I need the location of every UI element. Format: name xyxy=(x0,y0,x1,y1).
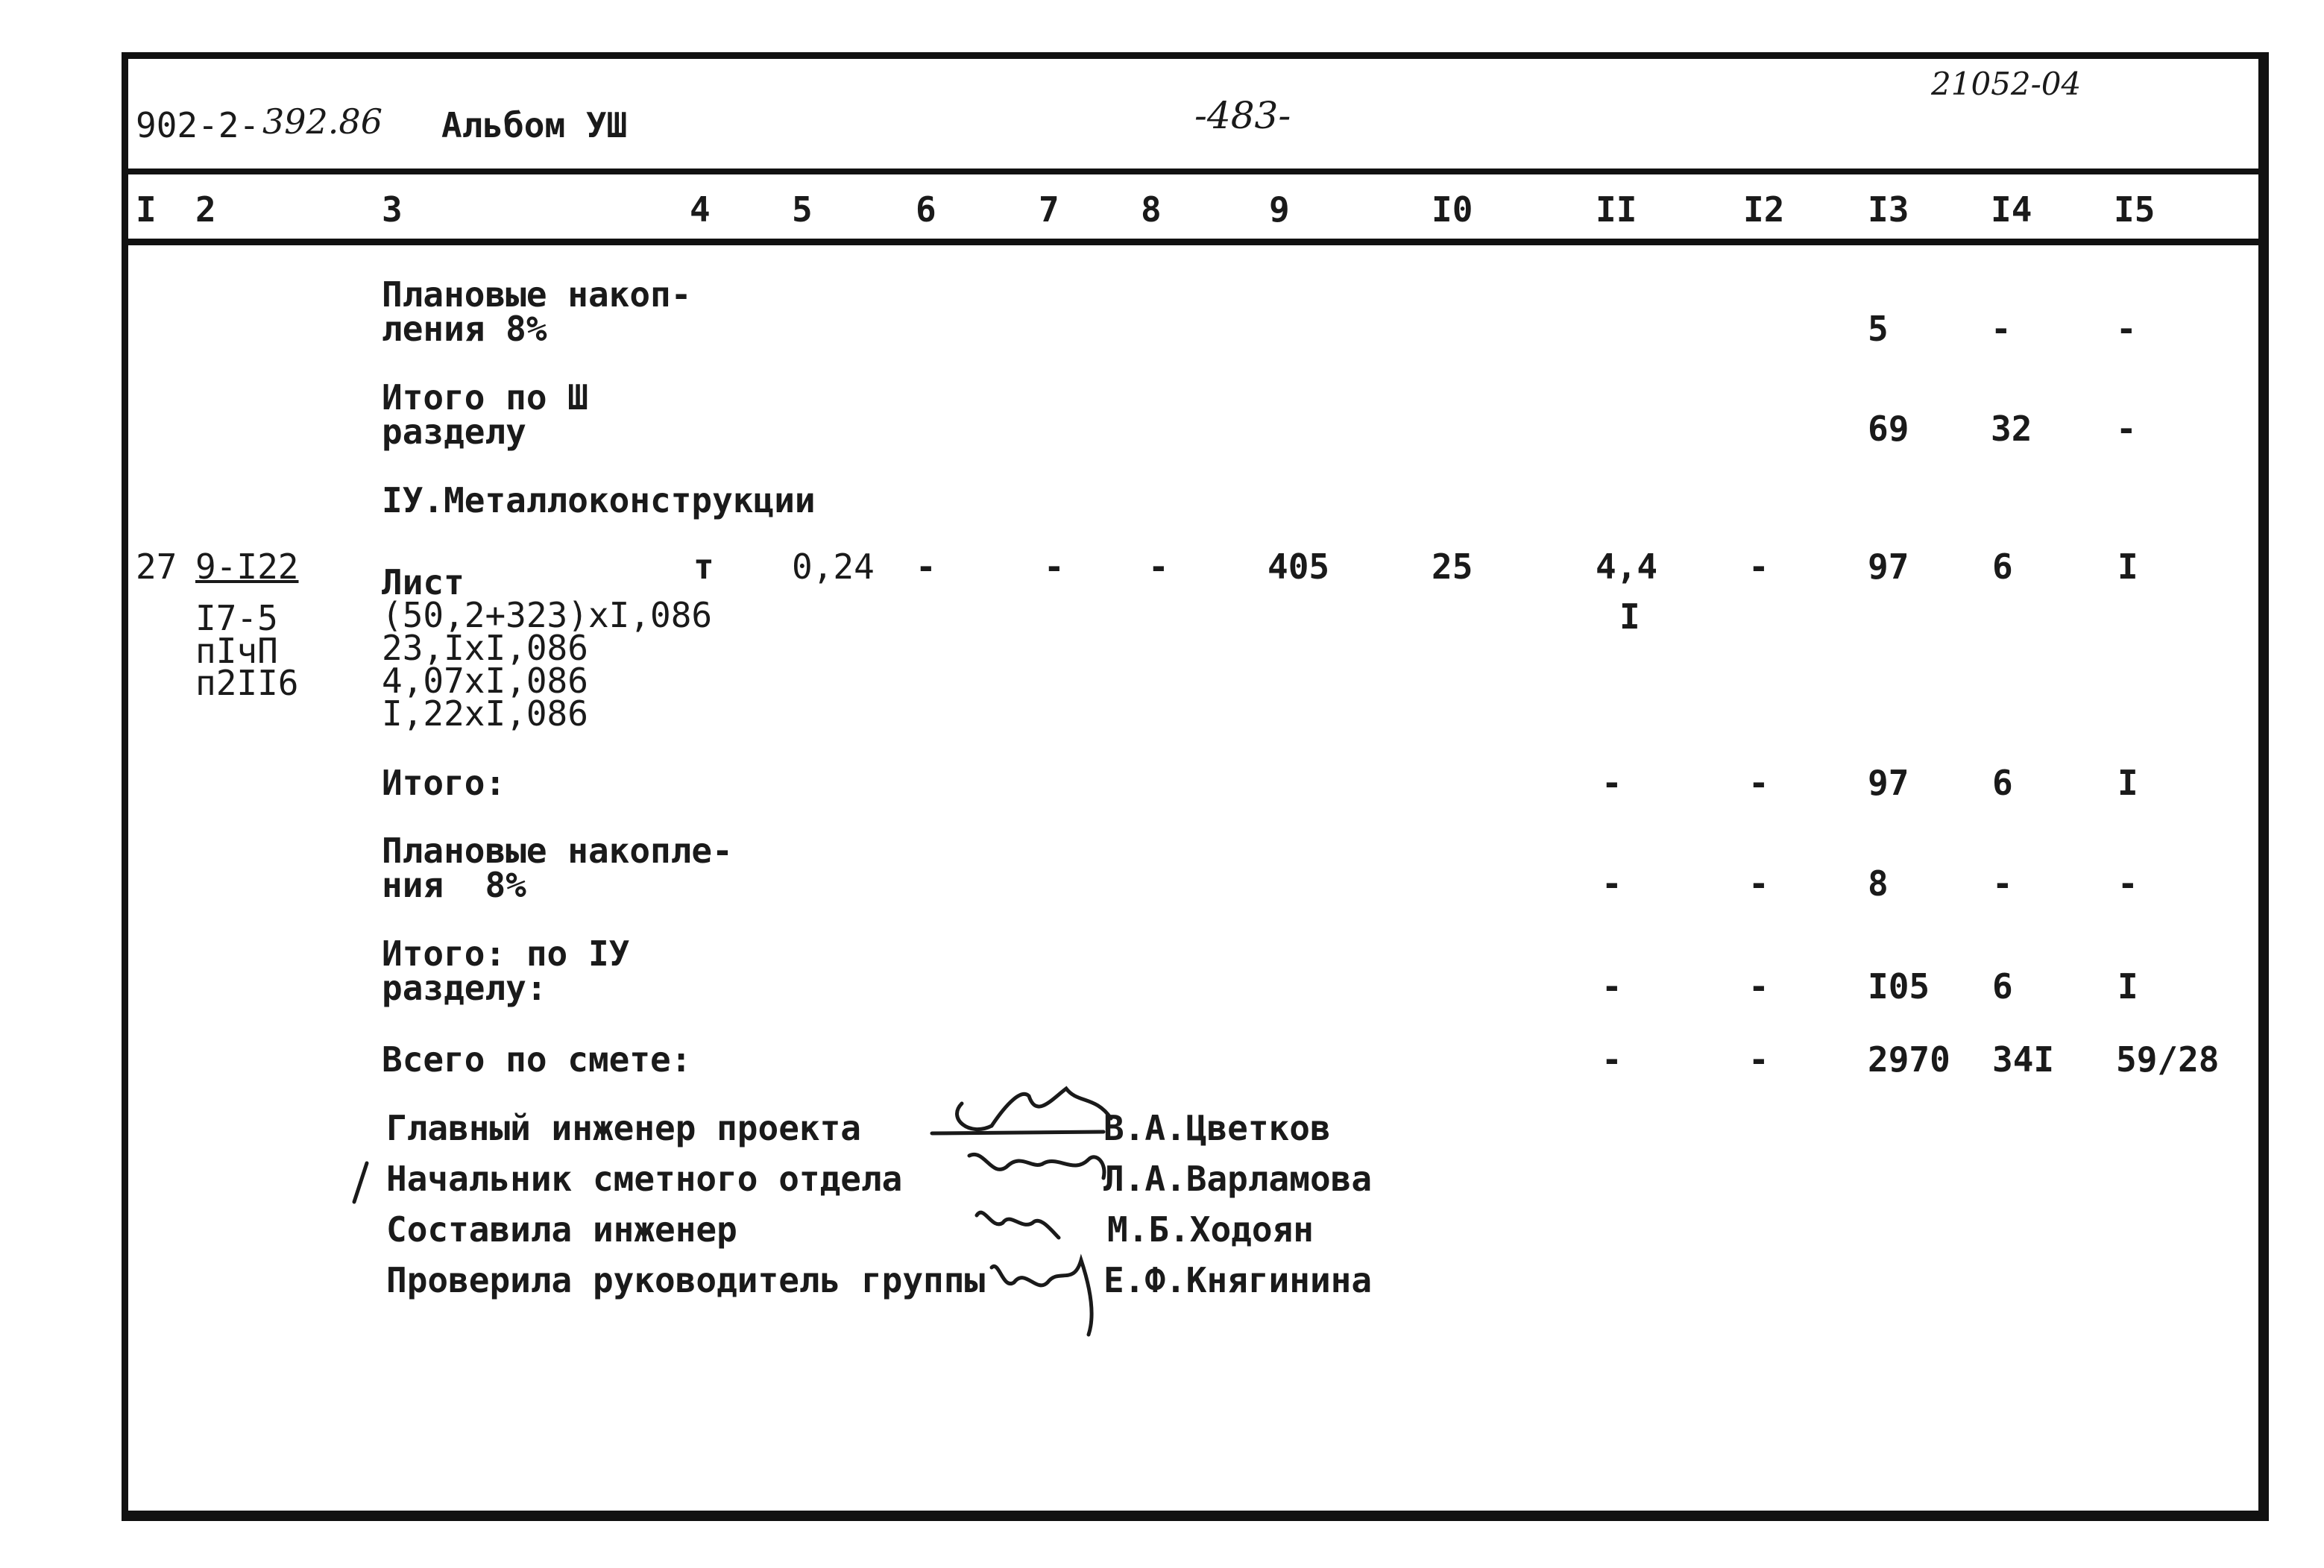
col-9: 9 xyxy=(1269,189,1290,230)
row-planned-3-c13: 5 xyxy=(1868,309,1889,349)
item-27-c12: - xyxy=(1748,547,1769,587)
row-total-4-label-1: Итого: по IУ xyxy=(382,933,630,974)
item-27-code-3: пIчП xyxy=(195,631,278,671)
row-planned-4-label-1: Плановые накопле- xyxy=(382,831,733,871)
row-planned-3-c15: - xyxy=(2116,309,2137,349)
item-27-c7: - xyxy=(1044,547,1065,587)
signature-name-2: Л.А.Варламова xyxy=(1103,1159,1373,1199)
row-total-3-c14: 32 xyxy=(1991,409,2032,449)
row-total-4-c14: 6 xyxy=(1992,966,2013,1007)
col-10: I0 xyxy=(1432,189,1473,230)
item-27-c11-second: I xyxy=(1619,596,1640,637)
item-27-label-5: I,22xI,086 xyxy=(382,693,588,734)
row-total-3-label-1: Итого по Ш xyxy=(382,377,588,418)
item-27-code-1: 9-I22 xyxy=(195,547,299,587)
item-27-c14: 6 xyxy=(1992,547,2013,587)
item-27-label-2: (50,2+323)xI,086 xyxy=(382,595,713,635)
album-title: Альбом УШ xyxy=(441,105,628,145)
margin-slash xyxy=(354,1163,367,1202)
col-5: 5 xyxy=(792,189,813,230)
col-15: I5 xyxy=(2114,189,2155,230)
row-total-4-c15: I xyxy=(2117,966,2138,1007)
col-11: II xyxy=(1596,189,1637,230)
item-27-c9: 405 xyxy=(1268,547,1330,587)
item-27-label-1: Лист xyxy=(382,562,465,602)
doc-code-handwritten: 392.86 xyxy=(262,101,382,142)
item-27-c15: I xyxy=(2117,547,2138,587)
signature-scribble-4 xyxy=(992,1260,1092,1335)
row-total-4-label-2: разделу: xyxy=(382,968,547,1008)
grand-total-c15: 59/28 xyxy=(2116,1039,2220,1080)
row-planned-3-label-1: Плановые накоп- xyxy=(382,274,692,315)
row-planned-4-c12: - xyxy=(1748,863,1769,904)
signature-scribble-1 xyxy=(932,1089,1111,1133)
col-12: I2 xyxy=(1743,189,1785,230)
row-planned-4-c14: - xyxy=(1992,863,2013,904)
item-27-unit: т xyxy=(693,547,714,587)
row-planned-4-label-2: ния 8% xyxy=(382,865,526,905)
subtotal-c14: 6 xyxy=(1992,763,2013,803)
row-total-3-c13: 69 xyxy=(1868,409,1909,449)
item-27-c13: 97 xyxy=(1868,547,1909,587)
grand-total-label: Всего по смете: xyxy=(382,1039,692,1080)
signature-role-1: Главный инженер проекта xyxy=(386,1108,861,1148)
col-3: 3 xyxy=(382,189,403,230)
item-27-number: 27 xyxy=(136,547,177,587)
row-total-4-c12: - xyxy=(1748,966,1769,1007)
subtotal-c13: 97 xyxy=(1868,763,1909,803)
subtotal-label: Итого: xyxy=(382,763,506,803)
grand-total-c13: 2970 xyxy=(1868,1039,1950,1080)
subtotal-c12: - xyxy=(1748,763,1769,803)
row-total-4-c11: - xyxy=(1602,966,1622,1007)
signature-role-4: Проверила руководитель группы xyxy=(386,1260,986,1300)
signature-scribble-2 xyxy=(969,1154,1104,1178)
item-27-code-4: п2II6 xyxy=(195,663,299,703)
col-2: 2 xyxy=(195,189,216,230)
row-planned-4-c15: - xyxy=(2117,863,2138,904)
row-planned-4-c11: - xyxy=(1602,863,1622,904)
signature-role-3: Составила инженер xyxy=(386,1209,737,1250)
signature-name-1: В.А.Цветков xyxy=(1103,1108,1331,1148)
signature-scribble-3 xyxy=(977,1212,1059,1238)
row-planned-3-c14: - xyxy=(1991,309,2012,349)
item-27-c8: - xyxy=(1148,547,1169,587)
grand-total-c11: - xyxy=(1602,1039,1622,1080)
item-27-c11: 4,4 xyxy=(1596,547,1658,587)
col-1: I xyxy=(136,189,157,230)
row-total-3-c15: - xyxy=(2116,409,2137,449)
item-27-label-3: 23,IxI,086 xyxy=(382,628,588,668)
row-planned-4-c13: 8 xyxy=(1868,863,1889,904)
item-27-c10: 25 xyxy=(1432,547,1473,587)
col-7: 7 xyxy=(1039,189,1059,230)
grand-total-c12: - xyxy=(1748,1039,1769,1080)
signature-name-3: М.Б.Ходоян xyxy=(1107,1209,1314,1250)
item-27-c5: 0,24 xyxy=(792,547,875,587)
col-13: I3 xyxy=(1868,189,1909,230)
section-4-heading: IУ.Металлоконструкции xyxy=(382,480,816,520)
col-6: 6 xyxy=(916,189,936,230)
item-27-label-4: 4,07xI,086 xyxy=(382,661,588,701)
col-8: 8 xyxy=(1141,189,1162,230)
row-total-3-label-2: разделу xyxy=(382,412,526,452)
item-27-code-2: I7-5 xyxy=(195,598,278,638)
signature-name-4: Е.Ф.Княгинина xyxy=(1103,1260,1373,1300)
stamp-number: 21052-04 xyxy=(1931,66,2082,102)
subtotal-c15: I xyxy=(2117,763,2138,803)
doc-code-prefix: 902-2- xyxy=(136,105,260,145)
item-27-c6: - xyxy=(916,547,936,587)
col-4: 4 xyxy=(690,189,711,230)
grand-total-c14: 34I xyxy=(1992,1039,2055,1080)
row-total-4-c13: I05 xyxy=(1868,966,1930,1007)
col-14: I4 xyxy=(1991,189,2032,230)
signature-role-2: Начальник сметного отдела xyxy=(386,1159,903,1199)
subtotal-c11: - xyxy=(1602,763,1622,803)
row-planned-3-label-2: ления 8% xyxy=(382,309,547,349)
page-number: -483- xyxy=(1194,94,1291,137)
